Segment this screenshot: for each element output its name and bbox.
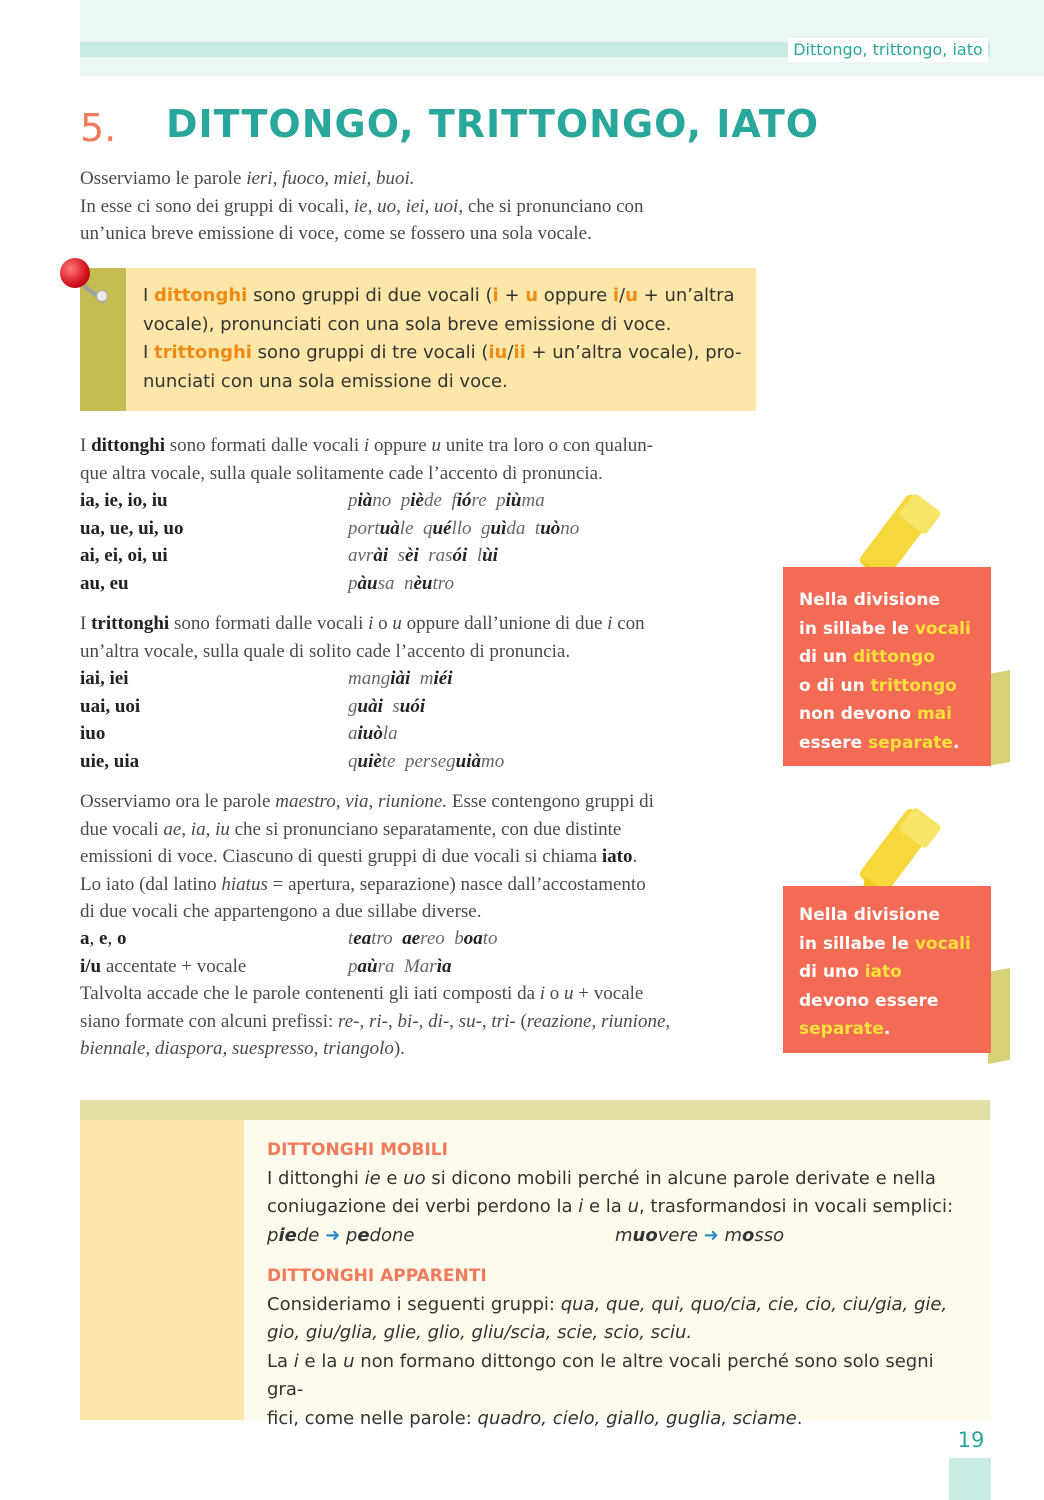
example-word: sèi [397, 545, 419, 566]
example-word: tuòno [534, 517, 580, 539]
page-number: 19 [957, 1428, 985, 1452]
trittonghi-paragraph: I trittonghi sono formati dalle vocali i o u oppure dall’unione di due i con un’altra vocale, sulla quale di solito cade l’accento di pronuncia. [80, 613, 645, 662]
example-word: paùra [348, 955, 395, 977]
example-label: uie, uia [80, 750, 140, 772]
heading-dittonghi-mobili: DITTONGHI MOBILI [267, 1140, 448, 1160]
example-word: piàno [348, 490, 392, 511]
example-row [80, 720, 760, 748]
example-row [80, 748, 760, 776]
example-word: guìda [481, 517, 526, 539]
side-note-iato: Nella divisione in sillabe le vocali di uno iato devono essere separate. [783, 886, 991, 1053]
iato-row: a, e, o teatro aereo boato [80, 925, 760, 953]
pushpin-icon [60, 258, 90, 288]
example-word: boato [454, 928, 498, 949]
example-words [348, 515, 579, 543]
example-word: avrài [348, 545, 389, 566]
example-row [80, 515, 760, 543]
example-word: rasói [428, 545, 468, 566]
example-word: piède [400, 490, 442, 511]
example-label: ai, ei, oi, ui [80, 545, 168, 566]
info-box-text: DITTONGHI MOBILI I dittonghi ie e uo si dicono mobili perché in alcune parole derivate e nella coniugazione dei verbi perdono la i e la u, trasformandosi in vocali semplici: piede ➜ pedone muovere ➜ mosso DITTONGHI APPARENTI Consideriamo i seguenti gruppi: qua, que, qui, quo/cia, cie, cio, ciu/gia, gie, gio, giu/glia, glie, glio, gliu/scia, scie, scio, sciu. La i e la u non formano dittongo con le altre vocali perché sono solo segni gra- fici, come nelle parole: quadro, cielo, giallo, guglia, sciame. [267, 1136, 965, 1433]
pin-tip [96, 290, 108, 302]
example-word: fióre [451, 490, 487, 511]
running-title: Dittongo, trittongo, iato [788, 38, 988, 62]
iato-examples [80, 925, 760, 980]
example-row [80, 570, 760, 598]
example-word: portuàle [348, 517, 414, 539]
example-word: quéllo [422, 517, 472, 539]
definition-text: I dittonghi sono gruppi di due vocali (i + u oppure i/u + un’altra vocale), pronunciati con una sola breve emissione di voce. I trittonghi sono gruppi di tre vocali (iu/ii + un’altra vocale), pro- nunciati con una sola emissione di voce. [143, 285, 742, 392]
example-word: mangiài [348, 668, 411, 689]
example-words [348, 570, 454, 598]
example-label: ua, ue, ui, uo [80, 517, 184, 539]
section-number: 5. [80, 106, 117, 150]
prefix-paragraph: Talvolta accade che le parole contenenti gli iati composti da i o u + vocale siano formate con alcuni prefissi: re-, ri-, bi-, di-, su-, tri- (reazione, riunione, biennale, diaspora, suespresso, triangolo). [80, 983, 671, 1059]
example-row [80, 542, 760, 570]
example-words [348, 720, 398, 748]
example-words [348, 487, 545, 515]
info-box-top [80, 1100, 990, 1120]
example-word: pàusa [348, 572, 395, 594]
page-title: DITTONGO, TRITTONGO, IATO [166, 102, 820, 146]
example-word: lùi [476, 545, 498, 566]
example-word: suói [392, 695, 426, 717]
trittonghi-examples [80, 665, 760, 775]
example-label: au, eu [80, 572, 129, 594]
note-fold [988, 670, 1010, 766]
example-words [348, 748, 504, 776]
example-word: aiuòla [348, 723, 398, 744]
arrow-icon: ➜ [703, 1224, 719, 1246]
arrow-icon: ➜ [325, 1224, 341, 1246]
heading-dittonghi-apparenti: DITTONGHI APPARENTI [267, 1266, 487, 1286]
example-label: ia, ie, io, iu [80, 490, 168, 511]
iato-paragraph: Osserviamo ora le parole maestro, via, riunione. Esse contengono gruppi di due vocali ae, ia, iu che si pronunciano separatamente, con due distinte emissioni di voce. Ciascuno di questi gruppi di due vocali si chiama iato. Lo iato (dal latino hiatus = apertura, separazione) nasce dall’accostamento di due vocali che appartengono a due sillabe diverse. [80, 791, 654, 922]
example-word: perseguiàmo [405, 750, 505, 772]
page-number-tab [949, 1458, 991, 1500]
example-word: quiète [348, 750, 396, 772]
example-word: aereo [402, 928, 445, 949]
example-word: Marìa [403, 955, 452, 977]
info-box-side [80, 1120, 244, 1420]
iato-row: i/u accentate + vocale paùra Marìa [80, 953, 760, 981]
example-words [348, 665, 453, 693]
example-word: piùma [496, 490, 545, 511]
example-word: teatro [348, 928, 393, 949]
example-words [348, 542, 498, 570]
iato-row-examples [348, 953, 452, 981]
example-word: nèutro [403, 572, 454, 594]
iato-row-examples [348, 925, 498, 953]
example-label: iai, iei [80, 668, 129, 689]
intro-paragraph: Osserviamo le parole ieri, fuoco, miei, buoi. In esse ci sono dei gruppi di vocali, ie, uo, iei, uoi, che si pronunciano con un’unica breve emissione di voce, come se fossero una sola vocale. [80, 168, 644, 244]
dittonghi-paragraph: I dittonghi sono formati dalle vocali i oppure u unite tra loro o con qualun- que altra vocale, sulla quale solitamente cade l’accento di pronuncia. [80, 435, 654, 484]
example-label: uai, uoi [80, 695, 141, 717]
example-row [80, 665, 760, 693]
example-row [80, 487, 760, 515]
example-words [348, 693, 425, 721]
example-row [80, 693, 760, 721]
note-fold [988, 968, 1010, 1064]
dittonghi-examples [80, 487, 760, 597]
mobile-examples: piede ➜ pedone muovere ➜ mosso [267, 1224, 785, 1246]
side-note-dittongo: Nella divisione in sillabe le vocali di un dittongo o di un trittongo non devono mai essere separate. [783, 567, 991, 766]
example-word: guài [348, 695, 383, 717]
example-word: miéi [419, 668, 453, 689]
example-label: iuo [80, 723, 106, 744]
